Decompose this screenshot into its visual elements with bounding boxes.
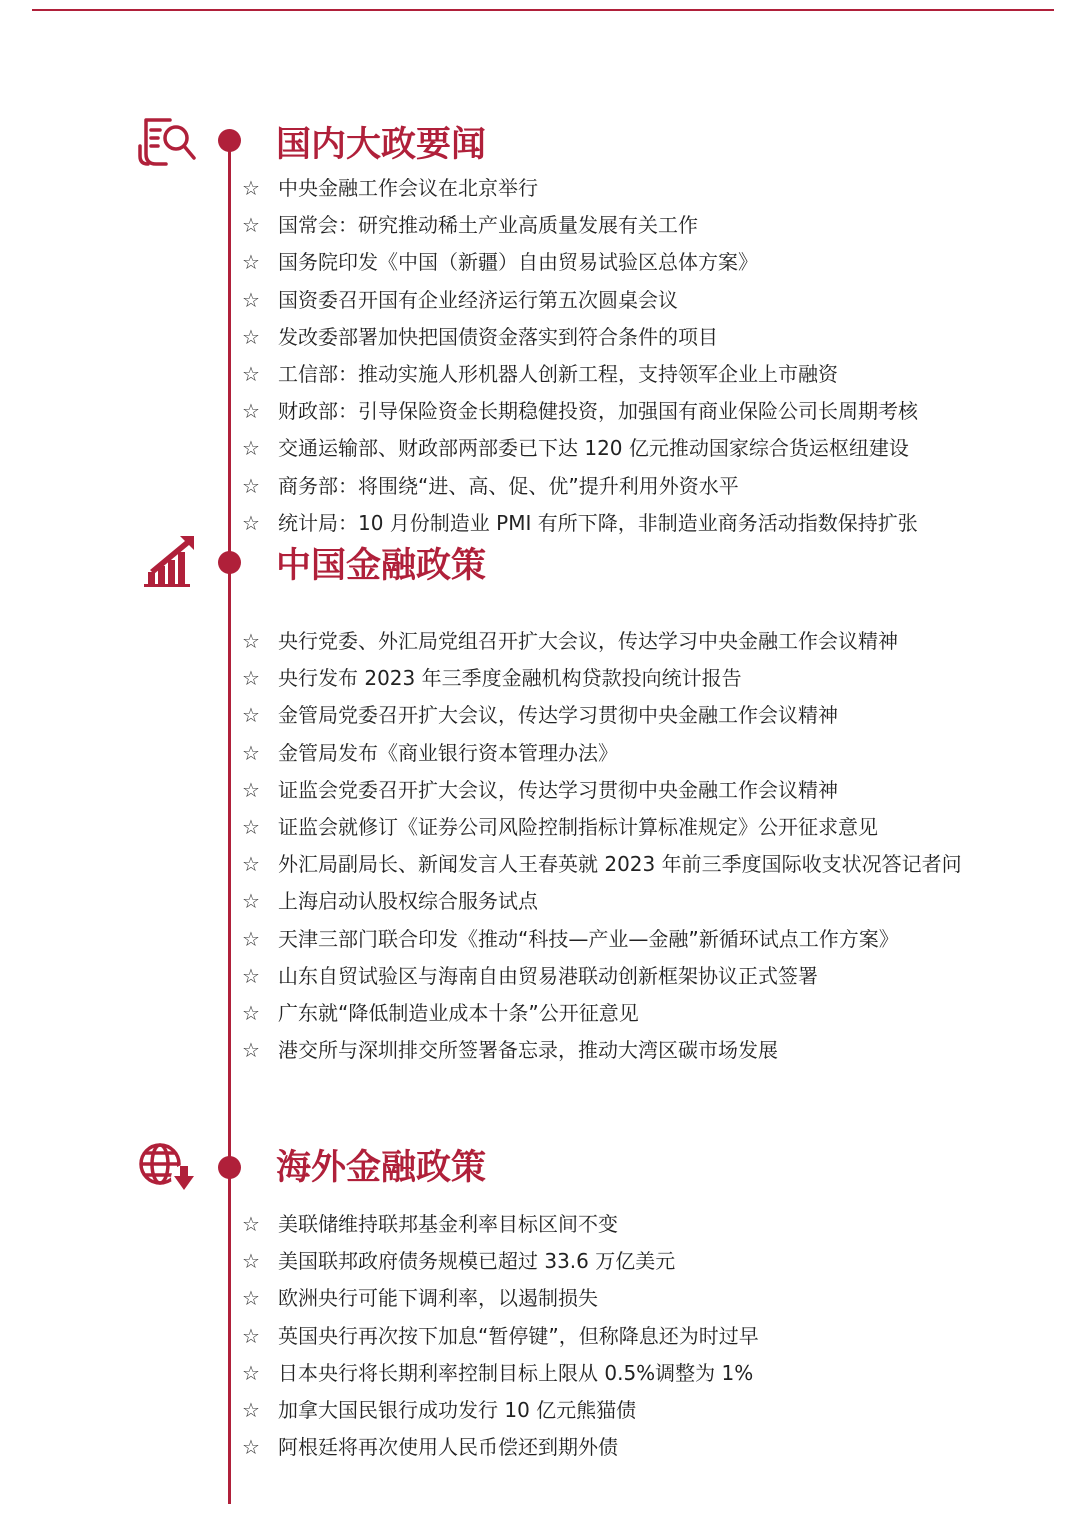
list-item: ☆ 国常会：研究推动稀土产业高质量发展有关工作: [238, 207, 1038, 244]
document-search-icon: [136, 116, 200, 170]
star-icon: ☆: [242, 436, 260, 461]
star-icon: ☆: [242, 324, 260, 349]
star-icon: ☆: [242, 926, 260, 951]
list-item: ☆ 证监会党委召开扩大会议，传达学习贯彻中央金融工作会议精神: [238, 772, 1038, 809]
list-item: ☆ 发改委部署加快把国债资金落实到符合条件的项目: [238, 319, 1038, 356]
list-item: ☆ 广东就“降低制造业成本十条”公开征意见: [238, 995, 1038, 1032]
list-item: ☆ 英国央行再次按下加息“暂停键”，但称降息还为时过早: [238, 1318, 1038, 1355]
list-item: ☆ 欧洲央行可能下调利率，以遏制损失: [238, 1280, 1038, 1317]
timeline-line: [228, 132, 231, 1504]
growth-chart-icon: [136, 534, 200, 588]
star-icon: ☆: [242, 889, 260, 914]
star-icon: ☆: [242, 361, 260, 386]
list-item: ☆ 美联储维持联邦基金利率目标区间不变: [238, 1206, 1038, 1243]
star-icon: ☆: [242, 250, 260, 275]
list-item: ☆ 日本央行将长期利率控制目标上限从 0.5%调整为 1%: [238, 1355, 1038, 1392]
list-item: ☆ 央行发布 2023 年三季度金融机构贷款投向统计报告: [238, 660, 1038, 697]
china-financial-policy-list: [238, 623, 1038, 1069]
list-item: ☆ 工信部：推动实施人形机器人创新工程，支持领军企业上市融资: [238, 356, 1038, 393]
star-icon: ☆: [242, 1286, 260, 1311]
star-icon: ☆: [242, 740, 260, 765]
list-item: ☆ 山东自贸试验区与海南自由贸易港联动创新框架协议正式签署: [238, 958, 1038, 995]
timeline-dot: [218, 129, 241, 152]
star-icon: ☆: [242, 1000, 260, 1025]
star-icon: ☆: [242, 1360, 260, 1385]
list-item: ☆ 商务部：将围绕“进、高、促、优”提升利用外资水平: [238, 468, 1038, 505]
star-icon: ☆: [242, 1249, 260, 1274]
timeline-dot: [218, 1156, 241, 1179]
domestic-policy-list: [238, 170, 1038, 542]
list-item: ☆ 上海启动认股权综合服务试点: [238, 883, 1038, 920]
star-icon: ☆: [242, 473, 260, 498]
star-icon: ☆: [242, 777, 260, 802]
star-icon: ☆: [242, 1212, 260, 1236]
overseas-financial-policy-list: [238, 1206, 1038, 1466]
list-item: ☆ 港交所与深圳排交所签署备忘录，推动大湾区碳市场发展: [238, 1032, 1038, 1069]
star-icon: ☆: [242, 1397, 260, 1422]
section-title-overseas-financial-policy: 海外金融政策: [276, 1148, 487, 1188]
list-item: ☆ 外汇局副局长、新闻发言人王春英就 2023 年前三季度国际收支状况答记者问: [238, 846, 1038, 883]
star-icon: ☆: [242, 1323, 260, 1348]
list-item: ☆ 加拿大国民银行成功发行 10 亿元熊猫债: [238, 1392, 1038, 1429]
list-item: ☆ 国务院印发《中国（新疆）自由贸易试验区总体方案》: [238, 244, 1038, 281]
list-item: ☆ 美国联邦政府债务规模已超过 33.6 万亿美元: [238, 1243, 1038, 1280]
star-icon: ☆: [242, 287, 260, 312]
list-item: ☆ 交通运输部、财政部两部委已下达 120 亿元推动国家综合货运枢纽建设: [238, 430, 1038, 467]
star-icon: ☆: [242, 176, 260, 200]
star-icon: ☆: [242, 963, 260, 988]
star-icon: ☆: [242, 629, 260, 653]
section-title-china-financial-policy: 中国金融政策: [276, 546, 487, 586]
star-icon: ☆: [242, 213, 260, 238]
star-icon: ☆: [242, 399, 260, 424]
list-item: ☆ 央行党委、外汇局党组召开扩大会议，传达学习中央金融工作会议精神: [238, 623, 1038, 660]
list-item: ☆ 统计局：10 月份制造业 PMI 有所下降，非制造业商务活动指数保持扩张: [238, 505, 1038, 542]
star-icon: ☆: [242, 1435, 260, 1460]
star-icon: ☆: [242, 814, 260, 839]
star-icon: ☆: [242, 703, 260, 728]
top-divider: [32, 9, 1054, 11]
globe-download-icon: [136, 1140, 200, 1194]
star-icon: ☆: [242, 666, 260, 691]
list-item: ☆ 财政部：引导保险资金长期稳健投资，加强国有商业保险公司长周期考核: [238, 393, 1038, 430]
timeline-dot: [218, 551, 241, 574]
star-icon: ☆: [242, 852, 260, 877]
section-title-domestic-policy: 国内大政要闻: [276, 125, 487, 165]
list-item: ☆ 金管局发布《商业银行资本管理办法》: [238, 735, 1038, 772]
list-item: ☆ 中央金融工作会议在北京举行: [238, 170, 1038, 207]
star-icon: ☆: [242, 1038, 260, 1063]
star-icon: ☆: [242, 510, 260, 535]
list-item: ☆ 国资委召开国有企业经济运行第五次圆桌会议: [238, 282, 1038, 319]
list-item: ☆ 金管局党委召开扩大会议，传达学习贯彻中央金融工作会议精神: [238, 697, 1038, 734]
list-item: ☆ 证监会就修订《证券公司风险控制指标计算标准规定》公开征求意见: [238, 809, 1038, 846]
list-item: ☆ 阿根廷将再次使用人民币偿还到期外债: [238, 1429, 1038, 1466]
list-item: ☆ 天津三部门联合印发《推动“科技—产业—金融”新循环试点工作方案》: [238, 921, 1038, 958]
